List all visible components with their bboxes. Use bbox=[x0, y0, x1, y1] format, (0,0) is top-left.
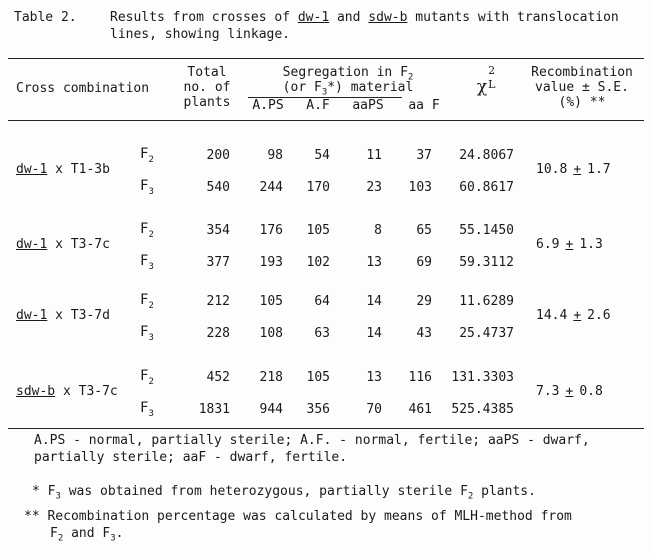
cell-total: 212 bbox=[206, 294, 230, 309]
generation-sub: 2 bbox=[148, 376, 154, 387]
generation-label bbox=[140, 368, 154, 387]
cell-aaf: 103 bbox=[408, 180, 432, 195]
generation-sub: 2 bbox=[148, 300, 154, 311]
rec-plus-minus: + bbox=[573, 308, 582, 323]
header-segregation bbox=[248, 65, 448, 98]
generation-label bbox=[140, 400, 154, 419]
footnote-double-star: ** Recombination percentage was calculated by means of MLH-method from $F_2$ and $F_3$. bbox=[24, 509, 572, 544]
cell-af: 356 bbox=[306, 402, 330, 417]
cell-af: 170 bbox=[306, 180, 330, 195]
generation-label bbox=[140, 146, 154, 165]
caption-line-2 bbox=[14, 26, 619, 43]
cell-aps: 108 bbox=[259, 326, 283, 341]
cell-chi: 131.3303 bbox=[451, 370, 514, 385]
rec-se: 1.7 bbox=[587, 162, 611, 177]
caption-text: and bbox=[329, 10, 369, 25]
cell-total: 1831 bbox=[198, 402, 230, 417]
header-total bbox=[176, 65, 238, 110]
cell-total: 540 bbox=[206, 180, 230, 195]
bottom-rule bbox=[8, 428, 644, 429]
header-chi-square: χ 2 L bbox=[476, 64, 496, 97]
header-recombination bbox=[520, 65, 644, 110]
footnote-text: A.PS - normal, partially sterile; A.F. - normal, fertile; aaPS - dwarf, bbox=[34, 433, 590, 448]
recombination-value bbox=[536, 308, 611, 323]
rec-value: 7.3 bbox=[536, 384, 560, 399]
footnote-text: partially sterile; aaF - dwarf, fertile. bbox=[34, 450, 348, 465]
generation-sub: 3 bbox=[148, 186, 154, 197]
cell-aaps: 14 bbox=[366, 326, 382, 341]
cell-aaps: 13 bbox=[366, 370, 382, 385]
rec-value: 14.4 bbox=[536, 308, 568, 323]
cell-aaf: 461 bbox=[408, 402, 432, 417]
cell-aaps: 14 bbox=[366, 294, 382, 309]
cell-aaf: 43 bbox=[416, 326, 432, 341]
cell-total: 228 bbox=[206, 326, 230, 341]
cross-mutant: dw-1 bbox=[16, 308, 48, 323]
cell-aaps: 23 bbox=[366, 180, 382, 195]
generation-label bbox=[140, 324, 154, 343]
header-col-aaps: aaPS bbox=[352, 98, 384, 113]
cross-line: T3-7c bbox=[70, 237, 110, 252]
header-text: value ± S.E. bbox=[535, 80, 629, 95]
cell-aps: 218 bbox=[259, 370, 283, 385]
mutant-dw1: dw-1 bbox=[297, 10, 330, 25]
header-col-af: A.F bbox=[306, 98, 330, 113]
header-text: no. of bbox=[183, 80, 231, 95]
rec-se: 1.3 bbox=[579, 237, 603, 252]
rec-value: 10.8 bbox=[536, 162, 568, 177]
cross-label bbox=[16, 162, 110, 177]
cell-af: 105 bbox=[306, 223, 330, 238]
generation-label bbox=[140, 221, 154, 240]
cell-aaps: 8 bbox=[374, 223, 382, 238]
cell-chi: 59.3112 bbox=[459, 255, 514, 270]
generation-sub: 3 bbox=[148, 261, 154, 272]
cell-aps: 176 bbox=[259, 223, 283, 238]
cell-aaps: 70 bbox=[366, 402, 382, 417]
caption-line-1 bbox=[14, 9, 619, 26]
generation-f: F bbox=[140, 178, 149, 194]
header-text: (%) ** bbox=[558, 95, 606, 110]
cell-chi: 24.8067 bbox=[459, 148, 514, 163]
cross-line: T1-3b bbox=[70, 162, 110, 177]
cell-aps: 193 bbox=[259, 255, 283, 270]
cross-label bbox=[16, 308, 110, 323]
rec-se: 2.6 bbox=[587, 308, 611, 323]
generation-f: F bbox=[140, 221, 149, 237]
cell-total: 452 bbox=[206, 370, 230, 385]
rec-value: 6.9 bbox=[536, 237, 560, 252]
top-rule bbox=[8, 58, 644, 59]
generation-sub: 3 bbox=[148, 332, 154, 343]
cross-sign: x bbox=[47, 308, 71, 323]
cell-af: 63 bbox=[314, 326, 330, 341]
header-col-aps: A.PS bbox=[252, 98, 284, 113]
rec-plus-minus: + bbox=[565, 384, 574, 399]
cross-line: T3-7c bbox=[78, 384, 118, 399]
cell-total: 354 bbox=[206, 223, 230, 238]
cell-aaf: 69 bbox=[416, 255, 432, 270]
footnote-star: * $F_3$ was obtained from heterozygous, partially sterile $F_2$ plants. bbox=[32, 484, 536, 502]
header-cross-combination: Cross combination bbox=[16, 81, 150, 96]
cross-sign: x bbox=[55, 384, 79, 399]
header-text: Total bbox=[187, 65, 227, 80]
cell-af: 105 bbox=[306, 370, 330, 385]
cross-label bbox=[16, 237, 110, 252]
cell-total: 200 bbox=[206, 148, 230, 163]
generation-sub: 3 bbox=[148, 408, 154, 419]
rec-se: 0.8 bbox=[579, 384, 603, 399]
recombination-value bbox=[536, 237, 603, 252]
cell-chi: 11.6289 bbox=[459, 294, 514, 309]
cell-chi: 25.4737 bbox=[459, 326, 514, 341]
cross-mutant: dw-1 bbox=[16, 162, 48, 177]
cell-aps: 105 bbox=[259, 294, 283, 309]
cell-chi: 55.1450 bbox=[459, 223, 514, 238]
generation-sub: 2 bbox=[148, 154, 154, 165]
cell-aps: 244 bbox=[259, 180, 283, 195]
generation-f: F bbox=[140, 146, 149, 162]
caption-text: lines, showing linkage. bbox=[110, 27, 291, 42]
cell-aaps: 11 bbox=[366, 148, 382, 163]
cross-sign: x bbox=[47, 162, 71, 177]
rec-plus-minus: + bbox=[573, 162, 582, 177]
mutant-sdwb: sdw-b bbox=[368, 10, 408, 25]
generation-sub: 2 bbox=[148, 229, 154, 240]
cell-aaf: 116 bbox=[408, 370, 432, 385]
cell-aaps: 13 bbox=[366, 255, 382, 270]
cell-af: 64 bbox=[314, 294, 330, 309]
header-seg-line2: (or $F_3*$) material bbox=[282, 80, 414, 98]
cell-chi: 60.8617 bbox=[459, 180, 514, 195]
cell-af: 102 bbox=[306, 255, 330, 270]
generation-f: F bbox=[140, 324, 149, 340]
table-caption bbox=[14, 9, 619, 43]
cross-mutant: sdw-b bbox=[16, 384, 56, 399]
cell-total: 377 bbox=[206, 255, 230, 270]
cross-label bbox=[16, 384, 118, 399]
cross-line: T3-7d bbox=[70, 308, 110, 323]
caption-label: Table 2. bbox=[14, 10, 77, 25]
header-text: Recombination bbox=[531, 65, 633, 80]
cell-aaf: 37 bbox=[416, 148, 432, 163]
cell-aps: 98 bbox=[267, 148, 283, 163]
cross-mutant: dw-1 bbox=[16, 237, 48, 252]
recombination-value bbox=[536, 162, 611, 177]
recombination-value bbox=[536, 384, 603, 399]
caption-text: Results from crosses of bbox=[110, 10, 298, 25]
header-rule bbox=[8, 120, 644, 121]
cell-chi: 525.4385 bbox=[451, 402, 514, 417]
generation-label bbox=[140, 253, 154, 272]
header-text: plants bbox=[183, 95, 231, 110]
cell-aaf: 65 bbox=[416, 223, 432, 238]
rec-plus-minus: + bbox=[565, 237, 574, 252]
cross-sign: x bbox=[47, 237, 71, 252]
cell-aaf: 29 bbox=[416, 294, 432, 309]
footnote-legend bbox=[34, 432, 590, 466]
header-col-aaf: aa F bbox=[408, 98, 440, 113]
cell-aps: 944 bbox=[259, 402, 283, 417]
generation-f: F bbox=[140, 292, 149, 308]
generation-f: F bbox=[140, 400, 149, 416]
generation-f: F bbox=[140, 253, 149, 269]
generation-f: F bbox=[140, 368, 149, 384]
cell-af: 54 bbox=[314, 148, 330, 163]
generation-label bbox=[140, 292, 154, 311]
header-seg-line1: Segregation in $F_2$ bbox=[282, 65, 414, 83]
caption-text: mutants with translocation bbox=[407, 10, 619, 25]
generation-label bbox=[140, 178, 154, 197]
